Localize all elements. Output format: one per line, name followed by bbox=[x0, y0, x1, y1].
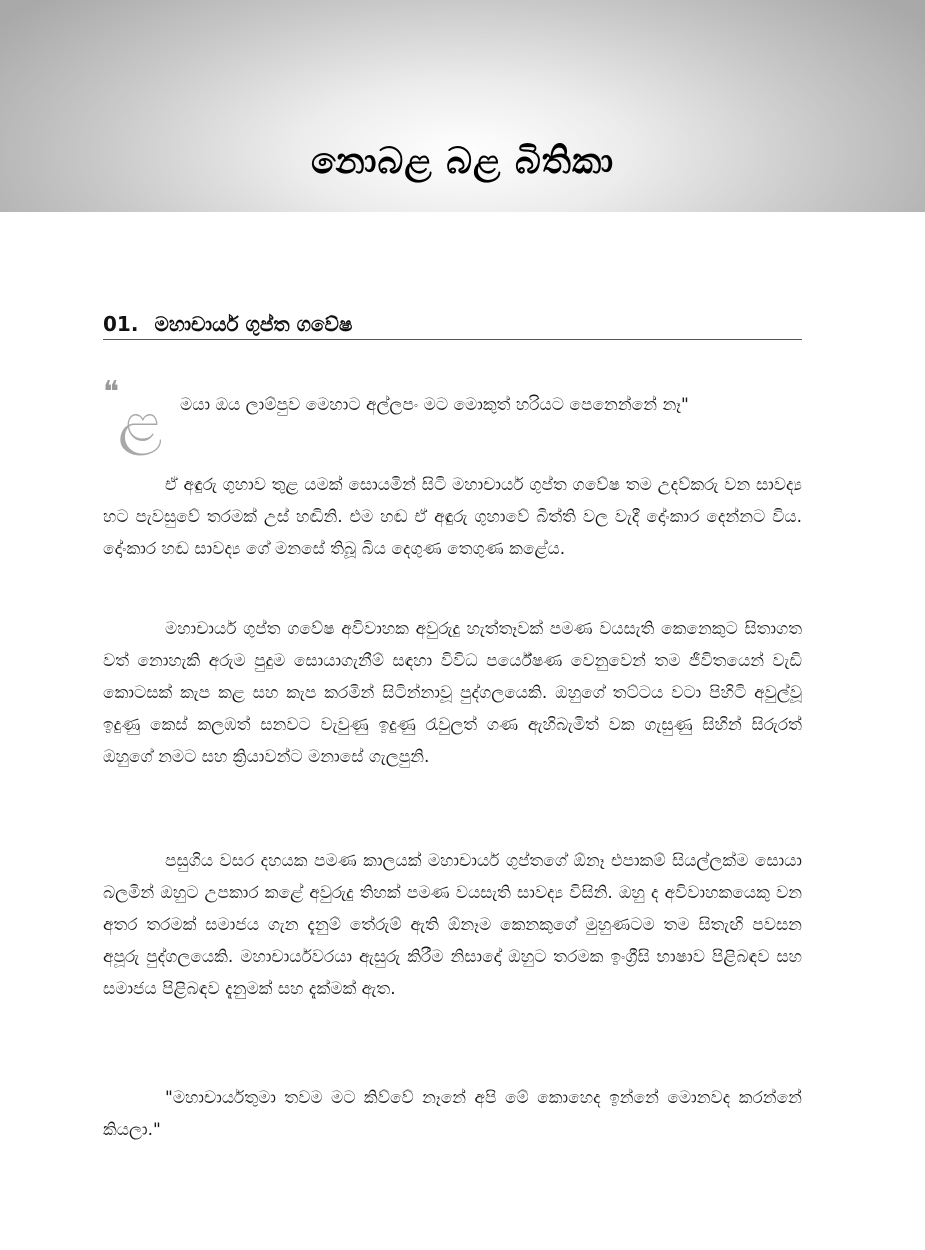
book-title: නොබළ බළ බිතිකා bbox=[310, 140, 615, 182]
chapter-number: 01. bbox=[103, 312, 139, 336]
chapter-heading bbox=[103, 312, 801, 336]
chapter-banner bbox=[0, 0, 925, 212]
paragraph: ඒ අඳුරු ගුහාව තුළ යමක් සොයමින් සිටි මහාචාර්ය ගුප්ත ගවේෂ තම උදව්කරු වන සාවද්‍ය හට පැවසුවේ තරමක් උස් හඬිනි. එම හඬ ඒ අඳුරු ගුහාවේ බිත්ති වල වැදී දෝංකාර දෙන්නට විය. දෝංකාර හඬ සාවද්‍ය ගේ මනසේ තිබූ බිය දෙගුණ තෙගුණ කළේය. bbox=[103, 475, 802, 559]
heading-divider bbox=[103, 339, 802, 340]
paragraph: පසුගිය වසර දහයක පමණ කාලයක් මහාචාර්ය ගුප්තගේ ඕනෑ එපාකම් සියල්ලක්ම සොයා බලමින් ඔහුට උපකාර කළේ අවුරුදු තිහක් පමණ වයසැති සාවද්‍ය විසිනි. ඔහු ද අවිවාහකයෙකු වන අතර තරමක් සමාජය ගැන දැනුම් තේරුම් ඇති ඕනෑම කෙනකුගේ මුහුණටම තම සිතැඟි පවසන අපූරු පුද්ගලයෙකි. මහාචාර්යවරයා ඇසුරු කිරීම නිසාදෝ ඔහුට තරමක ඉංග්‍රීසි භාෂාව පිළිබඳව සහ සමාජය පිළිබඳව දැනුමක් සහ දැක්මක් ඇත. bbox=[103, 851, 802, 999]
drop-cap-letter: ළ bbox=[118, 387, 163, 455]
paragraph: මහාචාර්ය ගුප්ත ගවේෂ අවිවාහක අවුරුදු හැත්තෑවක් පමණ වයසැති කෙනෙකුට සිතාගත වත් නොහැකි අරුම පුදුම සොයාගැනීම් සඳහා විවිධ පර්යේෂණ වෙනුවෙන් තම ජීවිතයෙන් වැඩි කොටසක් කැප කළ සහ කැප කරමින් සිටින්නාවූ පුද්ගලයෙකි. ඔහුගේ තට්ටය වටා පිහිටි අවුල්වූ ඉදුණු කෙස් කලඹත් සනවට වැවුණු ඉදුණු රැවුලත් ගණ ඇහිබැමිත් වක ගැසුණු සිහින් සිරුරත් ඔහුගේ නමට සහ ක්‍රියාවන්ට මනාසේ ගැලපුනි. bbox=[103, 619, 802, 767]
paragraph: "මහාචාර්යතුමා තවම මට කිව්වේ නෑනේ අපි මේ කොහෙද ඉන්නේ මොනවද කරන්නේ කියලා." bbox=[103, 1088, 802, 1140]
opening-quote-mark: ❝ bbox=[103, 375, 120, 410]
chapter-title: මහාචාර්ය ගුප්ත ගවේෂ bbox=[154, 312, 353, 336]
opening-line: මයා ඔය ලාම්පුව මෙහාට අල්ලපං මට මොකුත් හරියට පෙනෙන්නේ නෑ" bbox=[180, 395, 689, 415]
